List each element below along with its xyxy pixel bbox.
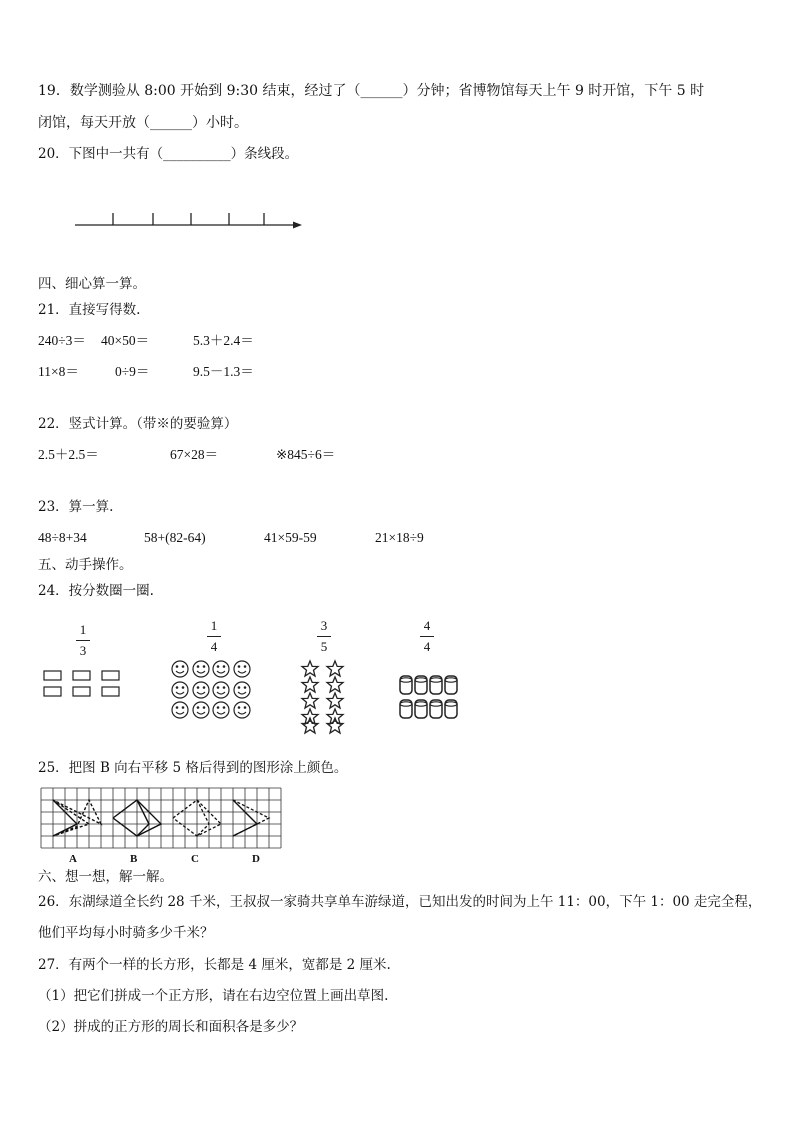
star-icon-group <box>297 660 351 732</box>
question-19-line2: 闭馆，每天开放（______）小时。 <box>38 115 248 131</box>
numerator: 4 <box>423 618 431 633</box>
question-27-sub1: （1）把它们拼成一个正方形，请在右边空位置上画出草图. <box>38 988 389 1004</box>
calc-item: 40×50＝ <box>101 333 150 348</box>
question-26-line2: 他们平均每小时骑多少千米？ <box>38 925 214 941</box>
question-27-title: 27．有两个一样的长方形，长都是 4 厘米，宽都是 2 厘米. <box>38 957 391 973</box>
question-22-title: 22．竖式计算。（带※的要验算） <box>38 416 238 432</box>
question-21-title: 21．直接写得数. <box>38 302 141 318</box>
cylinder-icon-group <box>398 673 464 723</box>
vertical-calc-item: 2.5＋2.5＝ <box>38 447 99 462</box>
calc-item: 5.3＋2.4＝ <box>193 333 254 348</box>
calc-item: 240÷3＝ <box>38 333 86 348</box>
rectangle-icon-group <box>43 669 123 699</box>
question-25-title: 25．把图 B 向右平移 5 格后得到的图形涂上颜色。 <box>38 760 348 776</box>
fraction-label <box>417 619 437 654</box>
section-6-heading: 六、想一想，解一解。 <box>38 869 173 885</box>
question-23-title: 23．算一算. <box>38 499 114 515</box>
denominator: 3 <box>79 643 87 658</box>
question-19-line1: 19．数学测验从 8:00 开始到 9:30 结束，经过了（______）分钟；省博物馆每天上午 9 时开馆，下午 5 时 <box>38 83 705 99</box>
translation-grid <box>39 787 283 849</box>
calc-item: 11×8＝ <box>38 364 79 379</box>
segment-diagram <box>70 205 310 235</box>
grid-label-d: D <box>252 853 260 865</box>
question-26-line1: 26．东湖绿道全长约 28 千米，王叔叔一家骑共享单车游绿道，已知出发的时间为上午 11：00，下午 1：00 走完全程， <box>38 894 762 910</box>
numerator: 1 <box>79 622 87 637</box>
denominator: 4 <box>423 639 431 654</box>
grid-label-a: A <box>69 853 77 865</box>
grid-label-c: C <box>191 853 199 865</box>
fraction-label <box>204 619 224 654</box>
fraction-label <box>314 619 334 654</box>
calc-item: 9.5－1.3＝ <box>193 364 254 379</box>
numerator: 1 <box>210 618 218 633</box>
vertical-calc-item: ※845÷6＝ <box>276 447 336 462</box>
grid-label-b: B <box>130 853 138 865</box>
expression-item: 41×59-59 <box>264 530 317 545</box>
question-24-title: 24．按分数圈一圈. <box>38 583 154 599</box>
question-20-text: 20．下图中一共有（__________）条线段。 <box>38 146 299 162</box>
expression-item: 58+(82-64) <box>144 530 206 545</box>
calc-item: 0÷9＝ <box>115 364 150 379</box>
vertical-calc-item: 67×28＝ <box>170 447 219 462</box>
expression-item: 48÷8+34 <box>38 530 87 545</box>
fraction-label <box>73 623 93 658</box>
denominator: 5 <box>320 639 328 654</box>
section-5-heading: 五、动手操作。 <box>38 557 133 573</box>
section-4-heading: 四、细心算一算。 <box>38 276 146 292</box>
expression-item: 21×18÷9 <box>375 530 424 545</box>
question-27-sub2: （2）拼成的正方形的周长和面积各是多少？ <box>38 1019 304 1035</box>
smiley-icon-group <box>170 659 254 721</box>
denominator: 4 <box>210 639 218 654</box>
numerator: 3 <box>320 618 328 633</box>
